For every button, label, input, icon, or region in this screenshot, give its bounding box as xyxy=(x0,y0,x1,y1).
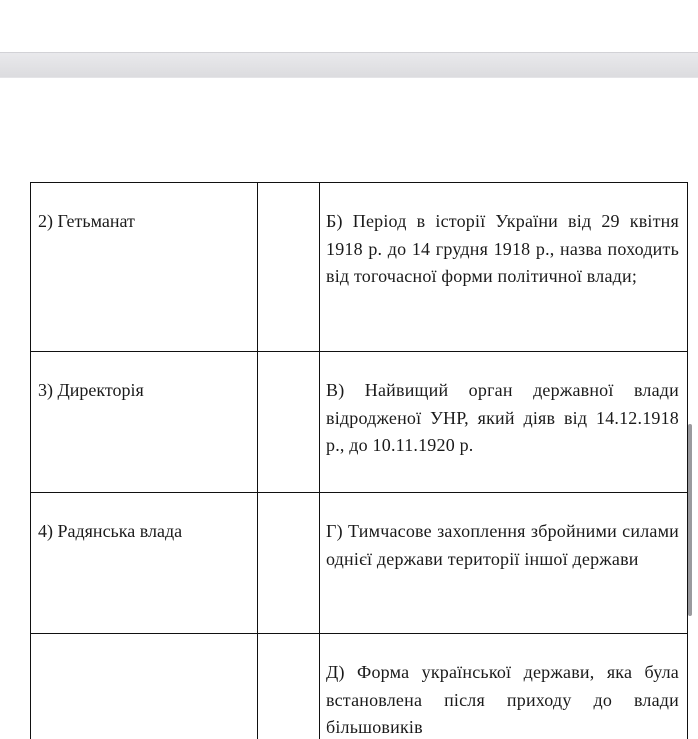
definition-cell: В) Найвищий орган державної влади відродженої УНР, який діяв від 14.12.1918 р., до 10.11.1920 р. xyxy=(320,352,688,493)
definition-cell: Б) Період в історії України від 29 квітня 1918 р. до 14 грудня 1918 р., назва походить від тогочасної форми політичної влади; xyxy=(320,183,688,352)
term-cell: 4) Радянська влада xyxy=(31,493,258,634)
answer-cell xyxy=(258,634,320,739)
term-cell: 3) Директорія xyxy=(31,352,258,493)
answer-cell xyxy=(258,352,320,493)
table-row xyxy=(31,493,688,634)
table-row xyxy=(31,183,688,352)
table-row xyxy=(31,634,688,739)
matching-table xyxy=(30,182,688,739)
term-cell: 2) Гетьманат xyxy=(31,183,258,352)
definition-cell: Д) Форма української держави, яка була встановлена після приходу до влади більшовиків xyxy=(320,634,688,739)
table-row xyxy=(31,352,688,493)
top-toolbar-band xyxy=(0,52,698,78)
answer-cell xyxy=(258,493,320,634)
answer-cell xyxy=(258,183,320,352)
vertical-scrollbar[interactable] xyxy=(688,424,692,616)
term-cell xyxy=(31,634,258,739)
definition-cell: Г) Тимчасове захоплення збройними силами однієї держави території іншої держави xyxy=(320,493,688,634)
